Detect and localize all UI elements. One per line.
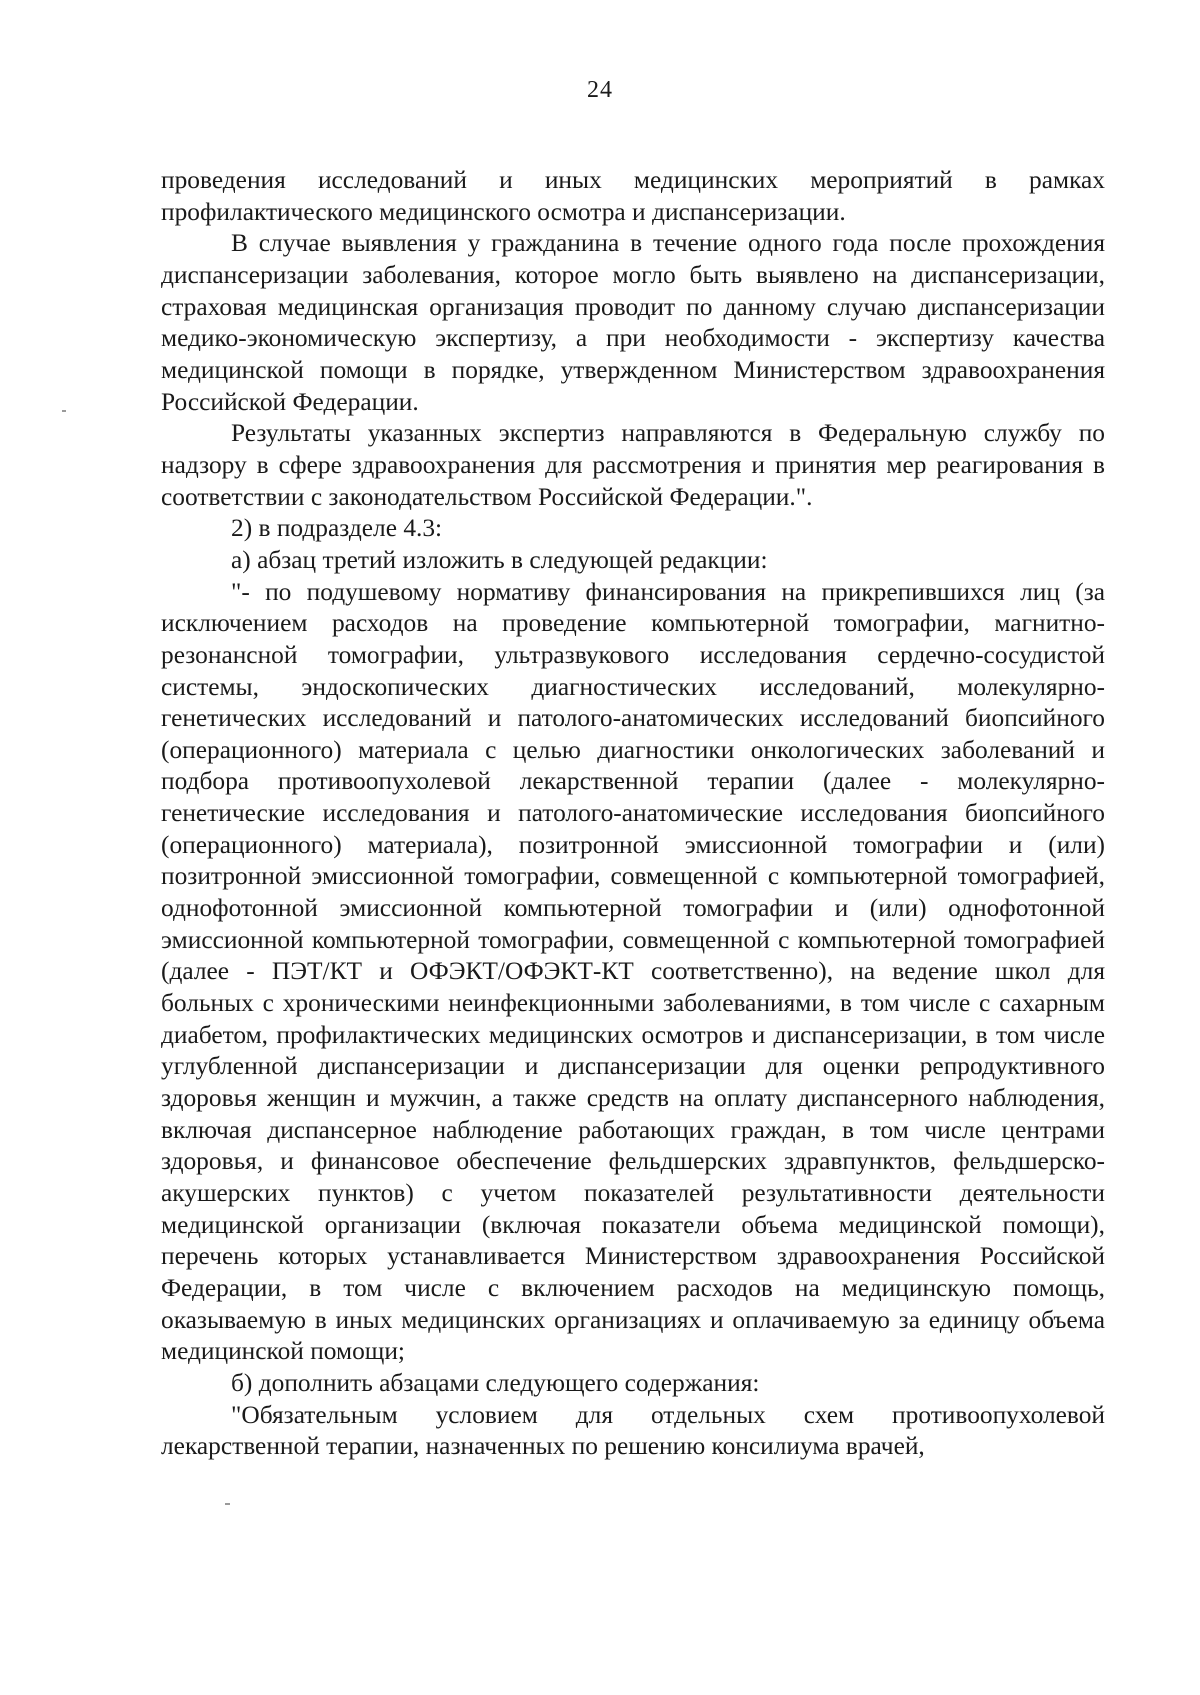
paragraph-expertise-results: Результаты указанных экспертиз направляются в Федеральную службу по надзору в сфере здравоохранения для рассмотрения и принятия мер реагирования в соответствии с законодательством Российской Федерации.". [161, 419, 1105, 511]
scan-artifact [62, 410, 66, 412]
page-number: 24 [587, 77, 613, 103]
scan-artifact [225, 1503, 230, 1505]
paragraph-subsection-4-3: 2) в подразделе 4.3: [231, 514, 443, 543]
paragraph-continuation: проведения исследований и иных медицинских мероприятий в рамках профилактического медицинского осмотра и диспансеризации. [161, 166, 1105, 226]
paragraph-item-b: б) дополнить абзацами следующего содержания: [231, 1368, 760, 1397]
paragraph-item-a: а) абзац третий изложить в следующей редакции: [231, 545, 768, 574]
document-body [161, 165, 1105, 1463]
paragraph-mandatory-condition: "Обязательным условием для отдельных схем противоопухолевой лекарственной терапии, назначенных по решению консилиума врачей, [161, 1400, 1105, 1461]
paragraph-per-capita-norm: "- по подушевому нормативу финансирования на прикрепившихся лиц (за исключением расходов на проведение компьютерной томографии, магнитно-резонансной томографии, ультразвукового исследования сердечно-сосудистой системы, эндоскопических диагностических исследований, молекулярно-генетических исследований и патолого-анатомических исследований биопсийного (операционного) материала с целью диагностики онкологических заболеваний и подбора противоопухолевой лекарственной терапии (далее - молекулярно-генетические исследования и патолого-анатомические исследования биопсийного (операционного) материала), позитронной эмиссионной томографии и (или) позитронной эмиссионной томографии, совмещенной с компьютерной томографией, однофотонной эмиссионной компьютерной томографии и (или) однофотонной эмиссионной компьютерной томографии, совмещенной с компьютерной томографией (далее - ПЭТ/КТ и ОФЭКТ/ОФЭКТ-КТ соответственно), на ведение школ для больных с хроническими неинфекционными заболеваниями, в том числе с сахарным диабетом, профилактических медицинских осмотров и диспансеризации, в том числе углубленной диспансеризации и диспансеризации для оценки репродуктивного здоровья женщин и мужчин, а также средств на оплату диспансерного наблюдения, включая диспансерное наблюдение работающих граждан, в том числе центрами здоровья, и финансовое обеспечение фельдшерских здравпунктов, фельдшерско-акушерских пунктов) с учетом показателей результативности деятельности медицинской организации (включая показатели объема медицинской помощи), перечень которых устанавливается Министерством здравоохранения Российской Федерации, в том числе с включением расходов на медицинскую помощь, оказываемую в иных медицинских организациях и оплачиваемую за единицу объема медицинской помощи; [161, 577, 1105, 1366]
paragraph-case-detection: В случае выявления у гражданина в течение одного года после прохождения диспансеризации заболевания, которое могло быть выявлено на диспансеризации, страховая медицинская организация проводит по данному случаю диспансеризации медико-экономическую экспертизу, а при необходимости - экспертизу качества медицинской помощи в порядке, утвержденном Министерством здравоохранения Российской Федерации. [161, 229, 1105, 416]
